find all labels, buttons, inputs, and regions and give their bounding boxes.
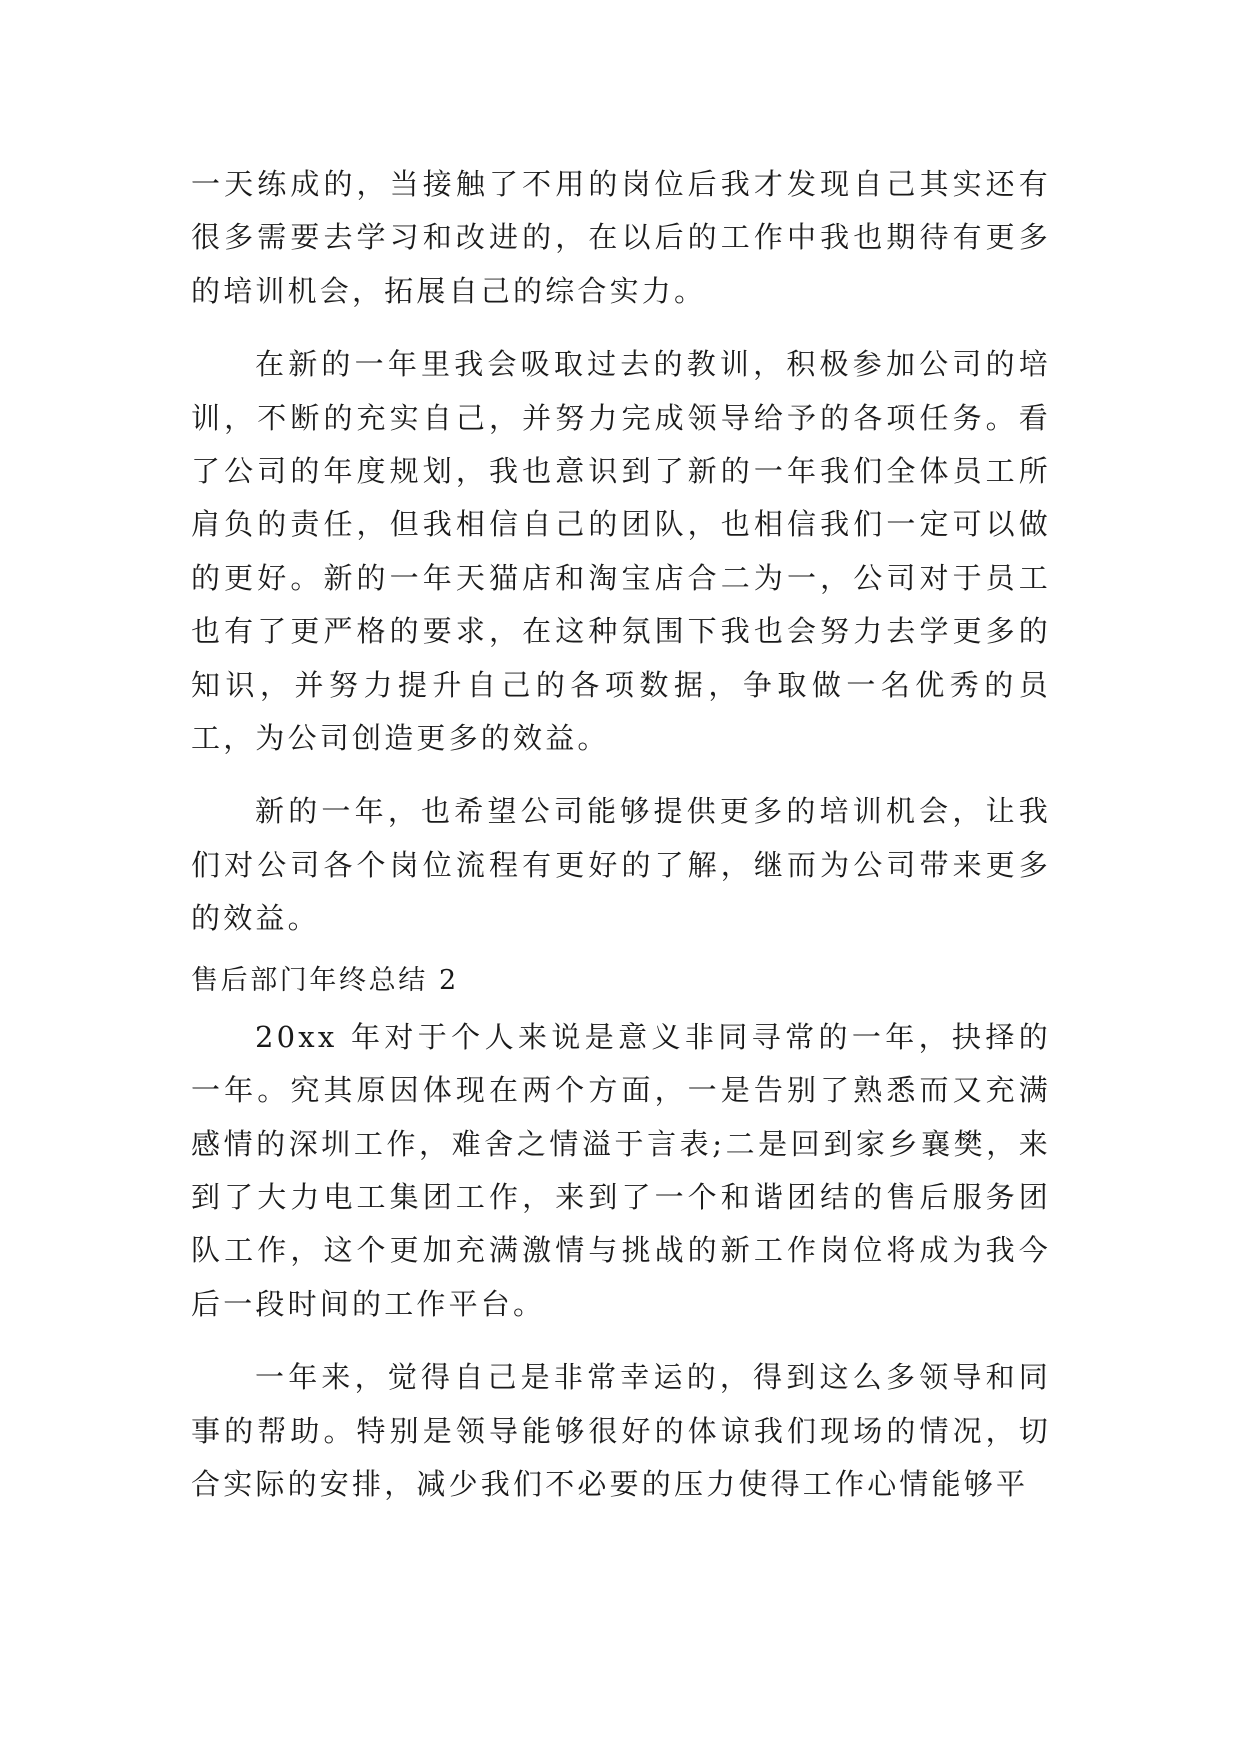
- paragraph-training-hope: 新的一年，也希望公司能够提供更多的培训机会，让我们对公司各个岗位流程有更好的了解，继而为公司带来更多的效益。: [191, 794, 1051, 936]
- section-title: 售后部门年终总结 2: [191, 964, 459, 996]
- document-body: [191, 158, 1051, 1511]
- paragraph-year-review: 20xx 年对于个人来说是意义非同寻常的一年，抉择的一年。究其原因体现在两个方面，一是告别了熟悉而又充满感情的深圳工作，难舍之情溢于言表;二是回到家乡襄樊，来到了大力电工集团工作，来到了一个和谐团结的售后服务团队工作，这个更加充满激情与挑战的新工作岗位将成为我今后一段时间的工作平台。: [191, 1019, 1051, 1321]
- paragraph-continuation: 一天练成的，当接触了不用的岗位后我才发现自己其实还有很多需要去学习和改进的，在以后的工作中我也期待有更多的培训机会，拓展自己的综合实力。: [191, 167, 1051, 308]
- paragraph-new-year-plan: 在新的一年里我会吸取过去的教训，积极参加公司的培训，不断的充实自己，并努力完成领导给予的各项任务。看了公司的年度规划，我也意识到了新的一年我们全体员工所肩负的责任，但我相信自己的团队，也相信我们一定可以做的更好。新的一年天猫店和淘宝店合二为一，公司对于员工也有了更严格的要求，在这种氛围下我也会努力去学更多的知识，并努力提升自己的各项数据，争取做一名优秀的员工，为公司创造更多的效益。: [191, 347, 1051, 756]
- paragraph-gratitude: 一年来，觉得自己是非常幸运的，得到这么多领导和同事的帮助。特别是领导能够很好的体谅我们现场的情况，切合实际的安排，减少我们不必要的压力使得工作心情能够平: [191, 1360, 1051, 1501]
